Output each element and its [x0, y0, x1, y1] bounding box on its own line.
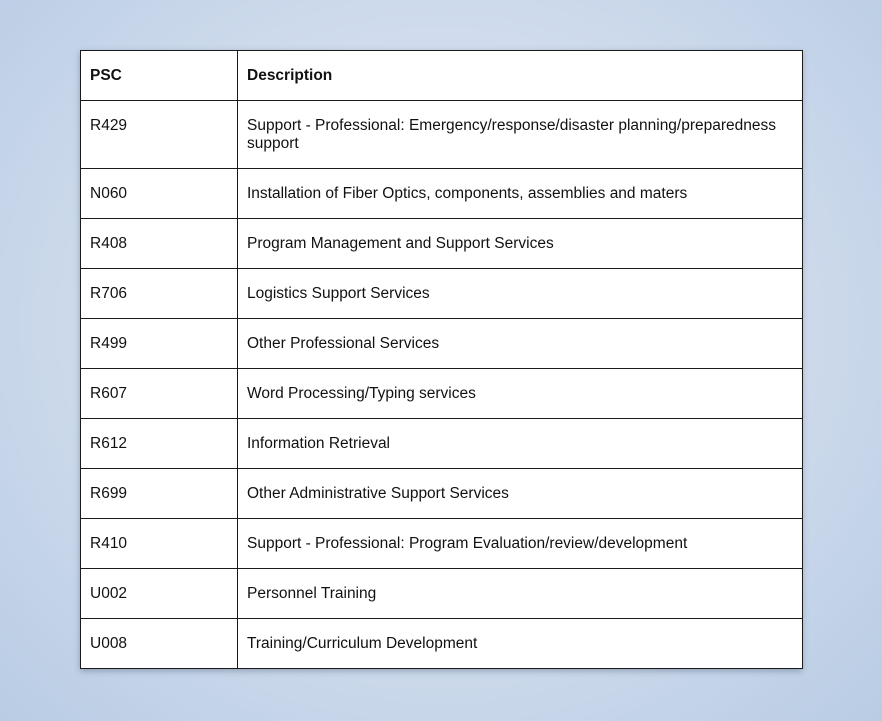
psc-cell: R499: [81, 319, 238, 369]
description-cell: Logistics Support Services: [238, 269, 803, 319]
description-cell: Program Management and Support Services: [238, 219, 803, 269]
document-page: [80, 50, 802, 669]
table-row: [81, 469, 803, 519]
psc-cell: N060: [81, 169, 238, 219]
table-row: [81, 419, 803, 469]
description-cell: Word Processing/Typing services: [238, 369, 803, 419]
description-cell: Support - Professional: Program Evaluation/review/development: [238, 519, 803, 569]
table-row: [81, 169, 803, 219]
description-cell: Other Administrative Support Services: [238, 469, 803, 519]
psc-table: [80, 50, 803, 669]
table-row: [81, 369, 803, 419]
header-psc: PSC: [81, 51, 238, 101]
table-row: [81, 569, 803, 619]
psc-cell: R706: [81, 269, 238, 319]
table-row: [81, 219, 803, 269]
psc-cell: R408: [81, 219, 238, 269]
psc-cell: U008: [81, 619, 238, 669]
psc-cell: U002: [81, 569, 238, 619]
psc-cell: R612: [81, 419, 238, 469]
description-cell: Information Retrieval: [238, 419, 803, 469]
table-header-row: [81, 51, 803, 101]
description-cell: Training/Curriculum Development: [238, 619, 803, 669]
header-description: Description: [238, 51, 803, 101]
table-row: [81, 619, 803, 669]
description-cell: Other Professional Services: [238, 319, 803, 369]
description-cell: Personnel Training: [238, 569, 803, 619]
psc-cell: R410: [81, 519, 238, 569]
table-row: [81, 319, 803, 369]
table-row: [81, 269, 803, 319]
description-cell: Installation of Fiber Optics, components, assemblies and maters: [238, 169, 803, 219]
table-row: [81, 101, 803, 169]
table-row: [81, 519, 803, 569]
psc-cell: R429: [81, 101, 238, 169]
description-cell: Support - Professional: Emergency/response/disaster planning/preparedness support: [238, 101, 803, 169]
psc-cell: R699: [81, 469, 238, 519]
psc-cell: R607: [81, 369, 238, 419]
